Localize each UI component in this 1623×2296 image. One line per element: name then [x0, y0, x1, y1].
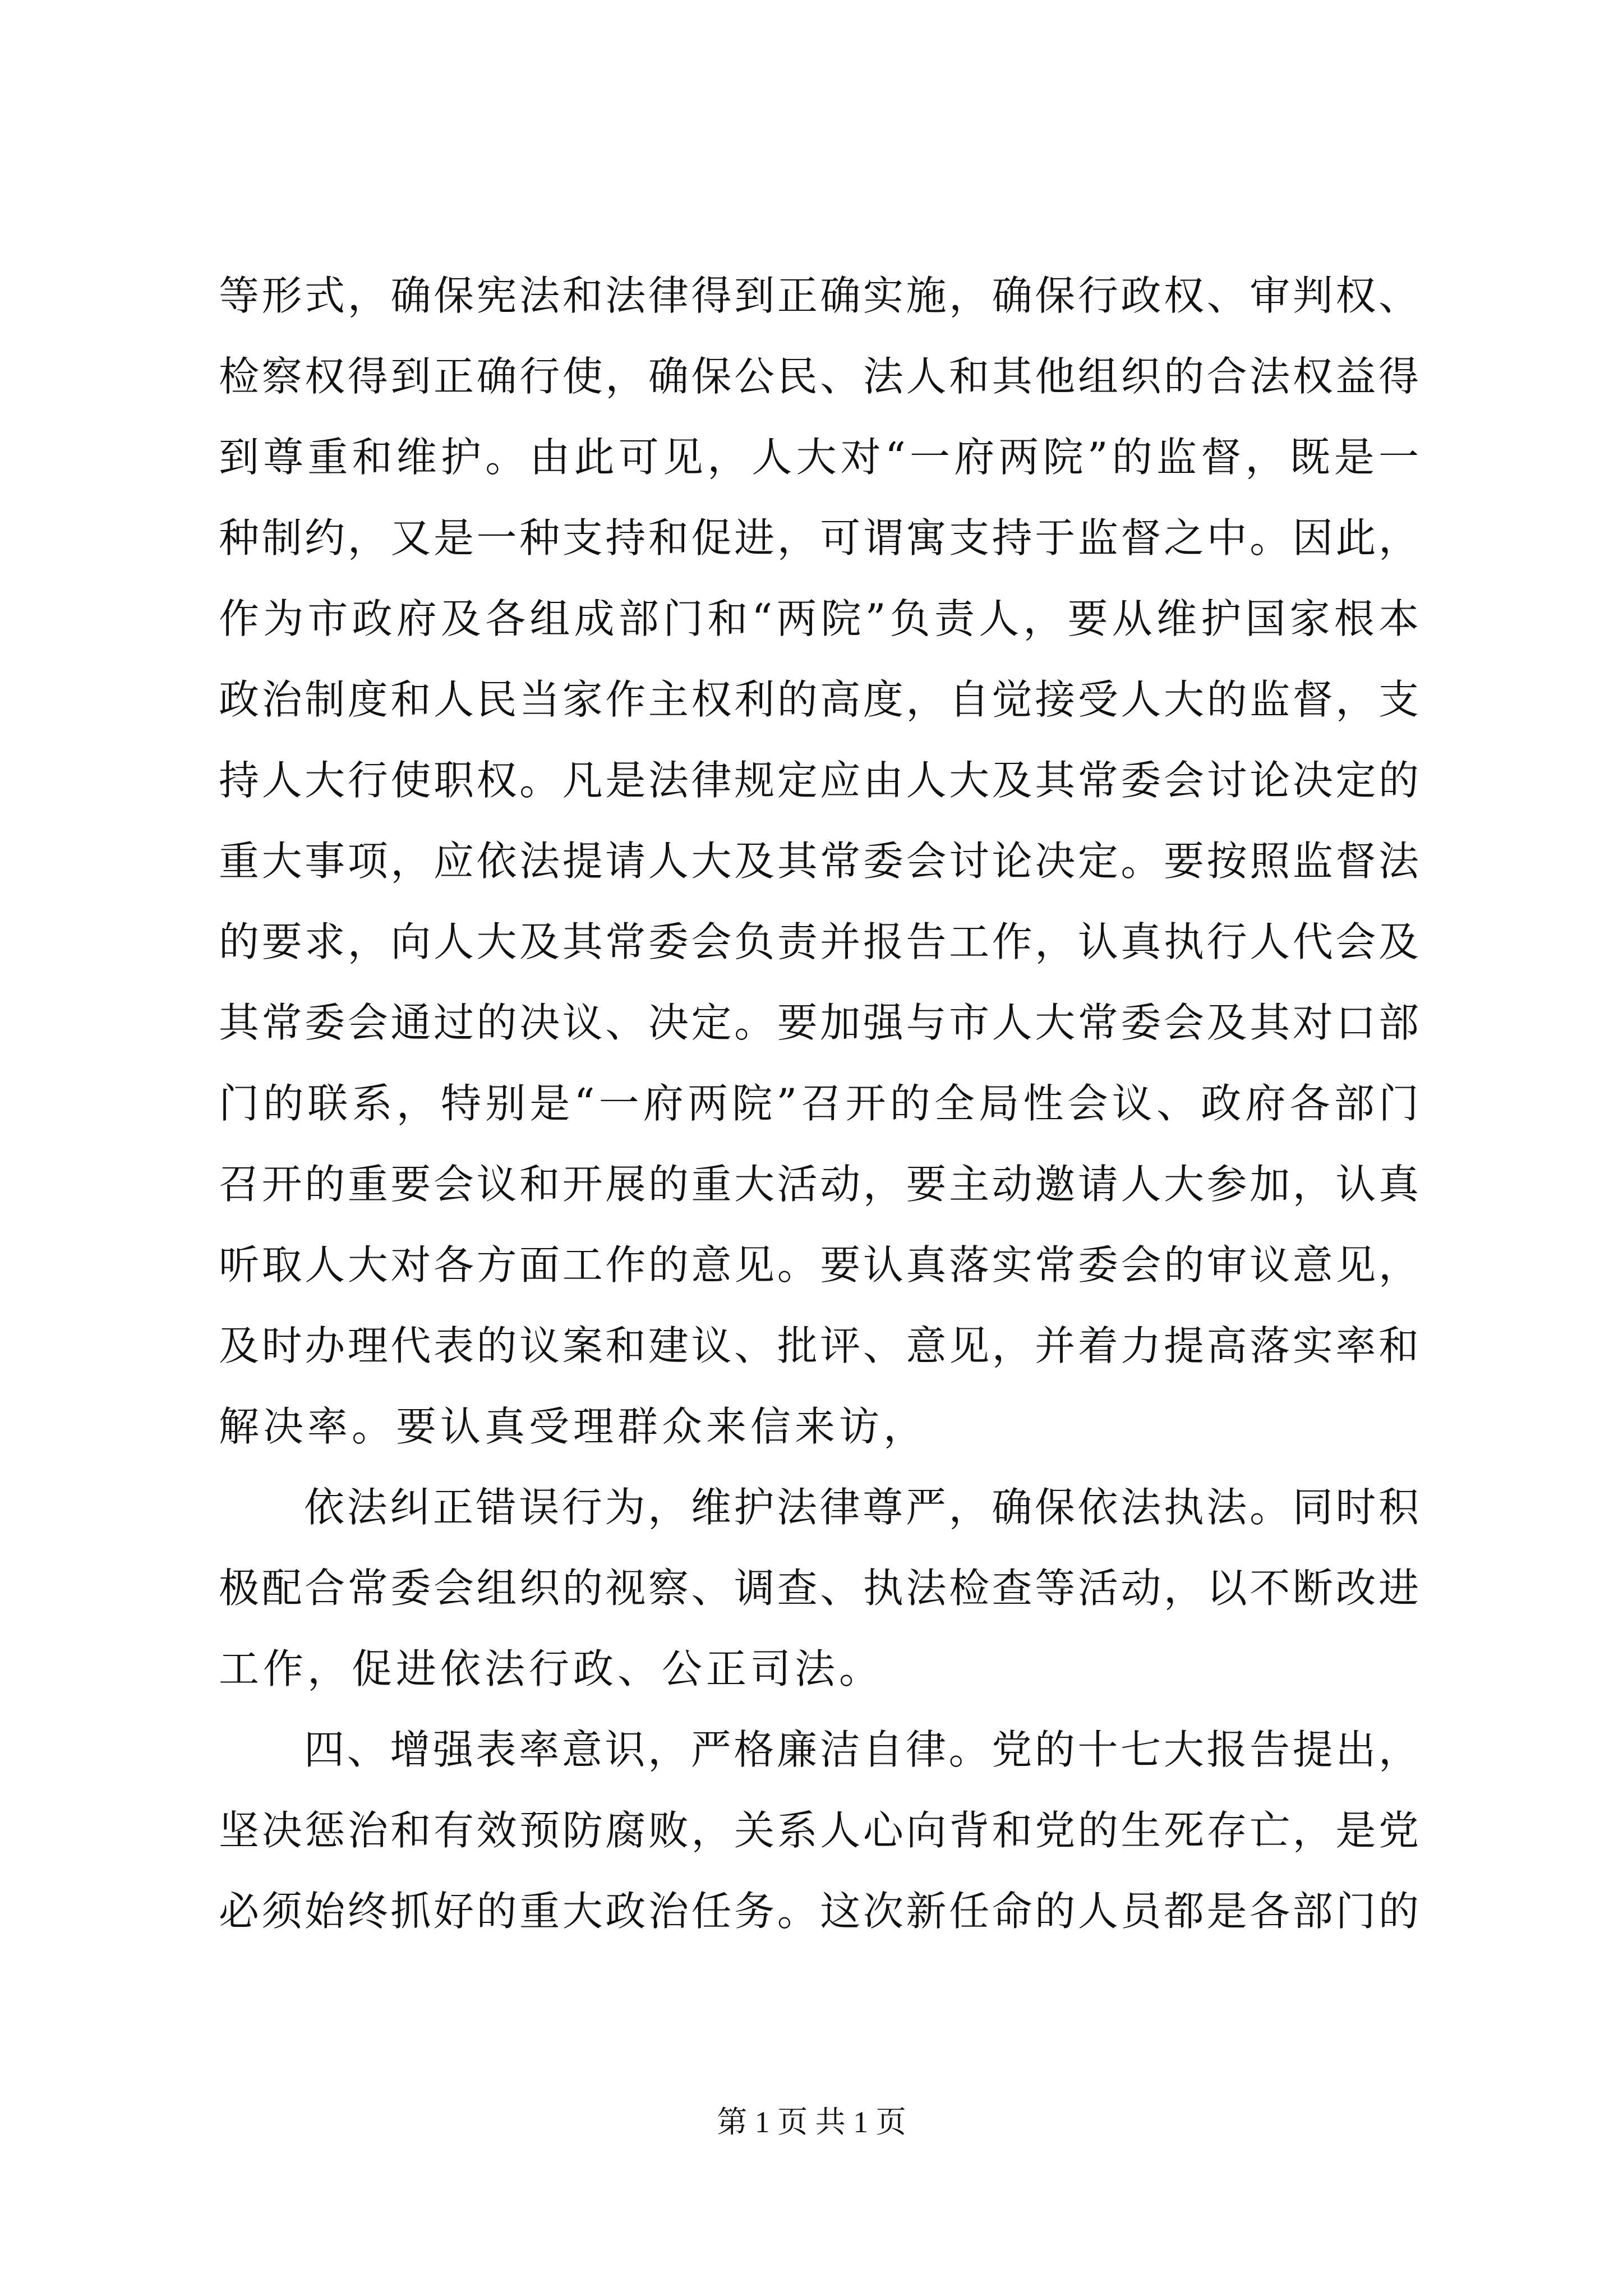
body-line-20: 坚决惩治和有效预防腐败，关系人心向背和党的生死存亡，是党	[219, 1807, 1419, 1854]
body-line-8: 重大事项，应依法提请人大及其常委会讨论决定。要按照监督法	[219, 838, 1419, 885]
body-line-10: 其常委会通过的决议、决定。要加强与市人大常委会及其对口部	[219, 999, 1419, 1046]
body-line-7: 持人大行使职权。凡是法律规定应由人大及其常委会讨论决定的	[219, 757, 1419, 804]
body-line-16: 依法纠正错误行为，维护法律尊严，确保依法执法。同时积	[304, 1484, 1419, 1531]
body-line-14: 及时办理代表的议案和建议、批评、意见，并着力提高落实率和	[219, 1322, 1419, 1369]
body-line-12: 召开的重要会议和开展的重大活动，要主动邀请人大参加，认真	[219, 1161, 1419, 1208]
document-body	[219, 255, 1419, 1952]
body-line-13: 听取人大对各方面工作的意见。要认真落实常委会的审议意见，	[219, 1241, 1419, 1289]
body-line-17: 极配合常委会组织的视察、调查、执法检查等活动，以不断改进	[219, 1565, 1419, 1612]
body-line-2: 检察权得到正确行使，确保公民、法人和其他组织的合法权益得	[219, 353, 1419, 400]
body-line-9: 的要求，向人大及其常委会负责并报告工作，认真执行人代会及	[219, 918, 1419, 965]
body-line-3: 到尊重和维护。由此可见，人大对“一府两院”的监督，既是一	[219, 434, 1419, 481]
body-line-5: 作为市政府及各组成部门和“两院”负责人，要从维护国家根本	[219, 595, 1419, 642]
body-line-1: 等形式，确保宪法和法律得到正确实施，确保行政权、审判权、	[219, 272, 1419, 319]
body-line-18: 工作，促进依法行政、公正司法。	[219, 1645, 884, 1692]
body-line-11: 门的联系，特别是“一府两院”召开的全局性会议、政府各部门	[219, 1080, 1419, 1127]
body-line-21: 必须始终抓好的重大政治任务。这次新任命的人员都是各部门的	[219, 1888, 1419, 1935]
body-line-6: 政治制度和人民当家作主权利的高度，自觉接受人大的监督，支	[219, 676, 1419, 723]
page-number-footer: 第 1 页 共 1 页	[717, 2105, 906, 2139]
body-line-4: 种制约，又是一种支持和促进，可谓寓支持于监督之中。因此，	[219, 514, 1419, 562]
body-line-19: 四、增强表率意识，严格廉洁自律。党的十七大报告提出，	[304, 1726, 1419, 1773]
body-line-15: 解决率。要认真受理群众来信来访，	[219, 1403, 928, 1450]
